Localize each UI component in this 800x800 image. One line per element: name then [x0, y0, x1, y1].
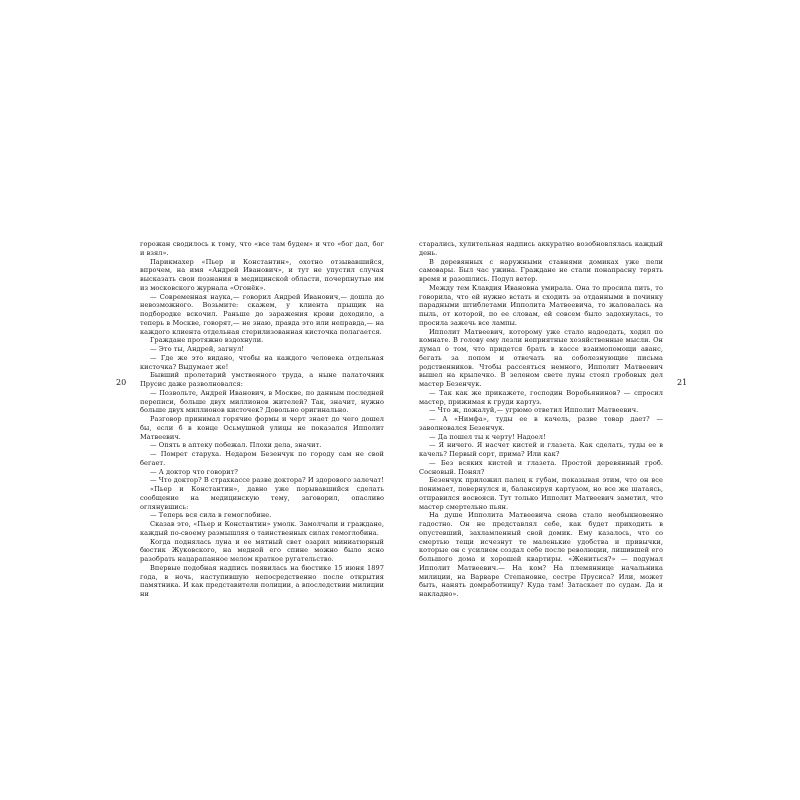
paragraph: — Без всяких кистей и глазета. Простой деревянный гроб. Сосновый. Понял?: [419, 458, 663, 476]
paragraph: Впервые подобная надпись появилась на бюстике 15 июня 1897 года, в ночь, наступившую непосредственно после открытия памятника. И как представители полиции, а впоследствии милиции ни: [140, 563, 384, 598]
paragraph: Разговор принимал горячие формы и черт знает до чего дошел бы, если б в конце Осьмушной улицы не показался Ипполит Матвеевич.: [140, 415, 384, 441]
paragraph: — Помрет старуха. Недаром Безенчук по городу сам не свой бегает.: [140, 450, 384, 467]
paragraph: — А доктор что говорит?: [150, 467, 238, 476]
paragraph: В деревянных с наружными ставнями домиках уже пели самовары. Был час ужина. Граждане не стали понапрасну терять время и разошлись. Подул ветер.: [419, 257, 663, 283]
paragraph: — Современная наука,— говорил Андрей Иванович,— дошла до невозможного. Возьмите: скажем, у клиента прыщик на подбородке вскочил. Раньше до заражения крови доходило, а теперь в Москве, говорят,— не знаю, правда это или неправда,— на каждого клиента отдельная стерилизованная кисточка полагается.: [140, 292, 384, 336]
paragraph: — А «Нимфа», туды ее в качель, разве товар дает? — заволновался Безенчук.: [419, 415, 663, 432]
paragraph: — Я ничего. Я насчет кистей и глазета. Как сделать, туды ее в качель? Первый сорт, прима? Или как?: [419, 441, 663, 458]
paragraph: — Так как же прикажете, господин Воробьянинов? — спросил мастер, прижимая к груди картуз.: [419, 388, 663, 406]
paragraph: — Что ж, пожалуй,— угрюмо ответил Ипполит Матвеевич.: [429, 406, 639, 415]
paragraph: Граждане протяжно вздохнули.: [150, 336, 264, 345]
paragraph: Ипполит Матвеевич, которому уже стало надоедать, ходил по комнате. В голову ему лезли неприятные хозяйственные мысли. Он думал о том, что придется брать в кассе взаимопомощи аванс, бегать за попом и отвечать на соболезнующие письма родственников. Чтобы рассеяться немного, Ипполит Матвеевич вышел на крылечко. В зеленом свете луны стоял гробовых дел мастер Безенчук.: [419, 327, 663, 388]
right-page-text: [419, 240, 663, 599]
paragraph: — Да пошел ты к черту! Надоел!: [429, 432, 546, 441]
paragraph: На душе Ипполита Матвеевича снова стало необыкновенно гадостно. Он не представлял себе, как будет приходить в опустевший, захламленный свой домик. Ему казалось, что со смертью тещи исчезнут те маленькие удобства и привычки, которые он с усилием создал себе после революции, лишившей его большого дома и хорошей квартиры. «Жениться?» — подумал Ипполит Матвеевич.— На ком? На племяннице начальника милиции, на Варваре Степановне, сестре Прусиса? Или, может быть, нанять домработницу? Куда там! Затаскает по судам. Да и накладно».: [419, 511, 663, 598]
page-number-right: 21: [677, 378, 688, 387]
paragraph: Безенчук приложил палец к губам, показывая этим, что он все понимает, повернулся и, балансируя картузом, но все же шатаясь, отправился восвояси. Тут только Ипполит Матвеевич заметил, что мастер смертельно пьян.: [419, 476, 663, 511]
paragraph: — Позвольте, Андрей Иванович, в Москве, по данным последней переписи, больше двух миллионов жителей? Так, значит, нужно больше двух миллионов кисточек? Довольно оригинально.: [140, 388, 384, 415]
paragraph: Когда поднялась луна и ее мятный свет озарил миниатюрный бюстик Жуковского, на медной его спине можно было ясно разобрать нацарапанное мелом краткое ругательство.: [140, 537, 384, 563]
paragraph: — Где же это видано, чтобы на каждого человека отдельная кисточка? Выдумает же!: [140, 353, 384, 371]
paragraph: старались, хулительная надпись аккуратно возобновлялась каждый день.: [419, 240, 663, 257]
paragraph: Парикмахер «Пьер и Константин», охотно отзывавшийся, впрочем, на имя «Андрей Иванович», и тут не упустил случая высказать свои познания в медицинской области, почерпнутые им из московского журнала «Огонёк».: [140, 257, 384, 292]
paragraph: Сказав это, «Пьер и Константин» умолк. Замолчали и граждане, каждый по-своему размышляя о таинственных силах гемоглобина.: [140, 520, 384, 537]
paragraph: — Опять в аптеку побежал. Плохи дела, значит.: [150, 441, 322, 450]
paragraph: Бывший пролетарий умственного труда, а ныне палаточник Прусис даже разволновался:: [140, 371, 384, 388]
left-page-text: [140, 240, 384, 599]
paragraph: — Что доктор? В страхкассе разве доктора? И здорового залечат!: [150, 476, 384, 485]
paragraph: — Теперь вся сила в гемоглобине.: [150, 511, 272, 520]
paragraph: горожан сводилось к тому, что «все там будем» и что «бог дал, бог и взял».: [140, 240, 384, 257]
paragraph: Между тем Клавдия Ивановна умирала. Она то просила пить, то говорила, что ей нужно встать и сходить за отданными в починку парадными штиблетами Ипполита Матвеевича, то жаловалась на пыль, от которой, по ее словам, ей совсем было задохнулась, то просила зажечь все лампы.: [419, 283, 663, 327]
paragraph: «Пьер и Константин», давно уже порывавшийся сделать сообщение на медицинскую тему, заговорил, опасливо оглянувшись:: [140, 485, 384, 511]
page-number-left: 20: [116, 378, 127, 387]
paragraph: — Это ты, Андрей, загнул!: [150, 345, 245, 353]
